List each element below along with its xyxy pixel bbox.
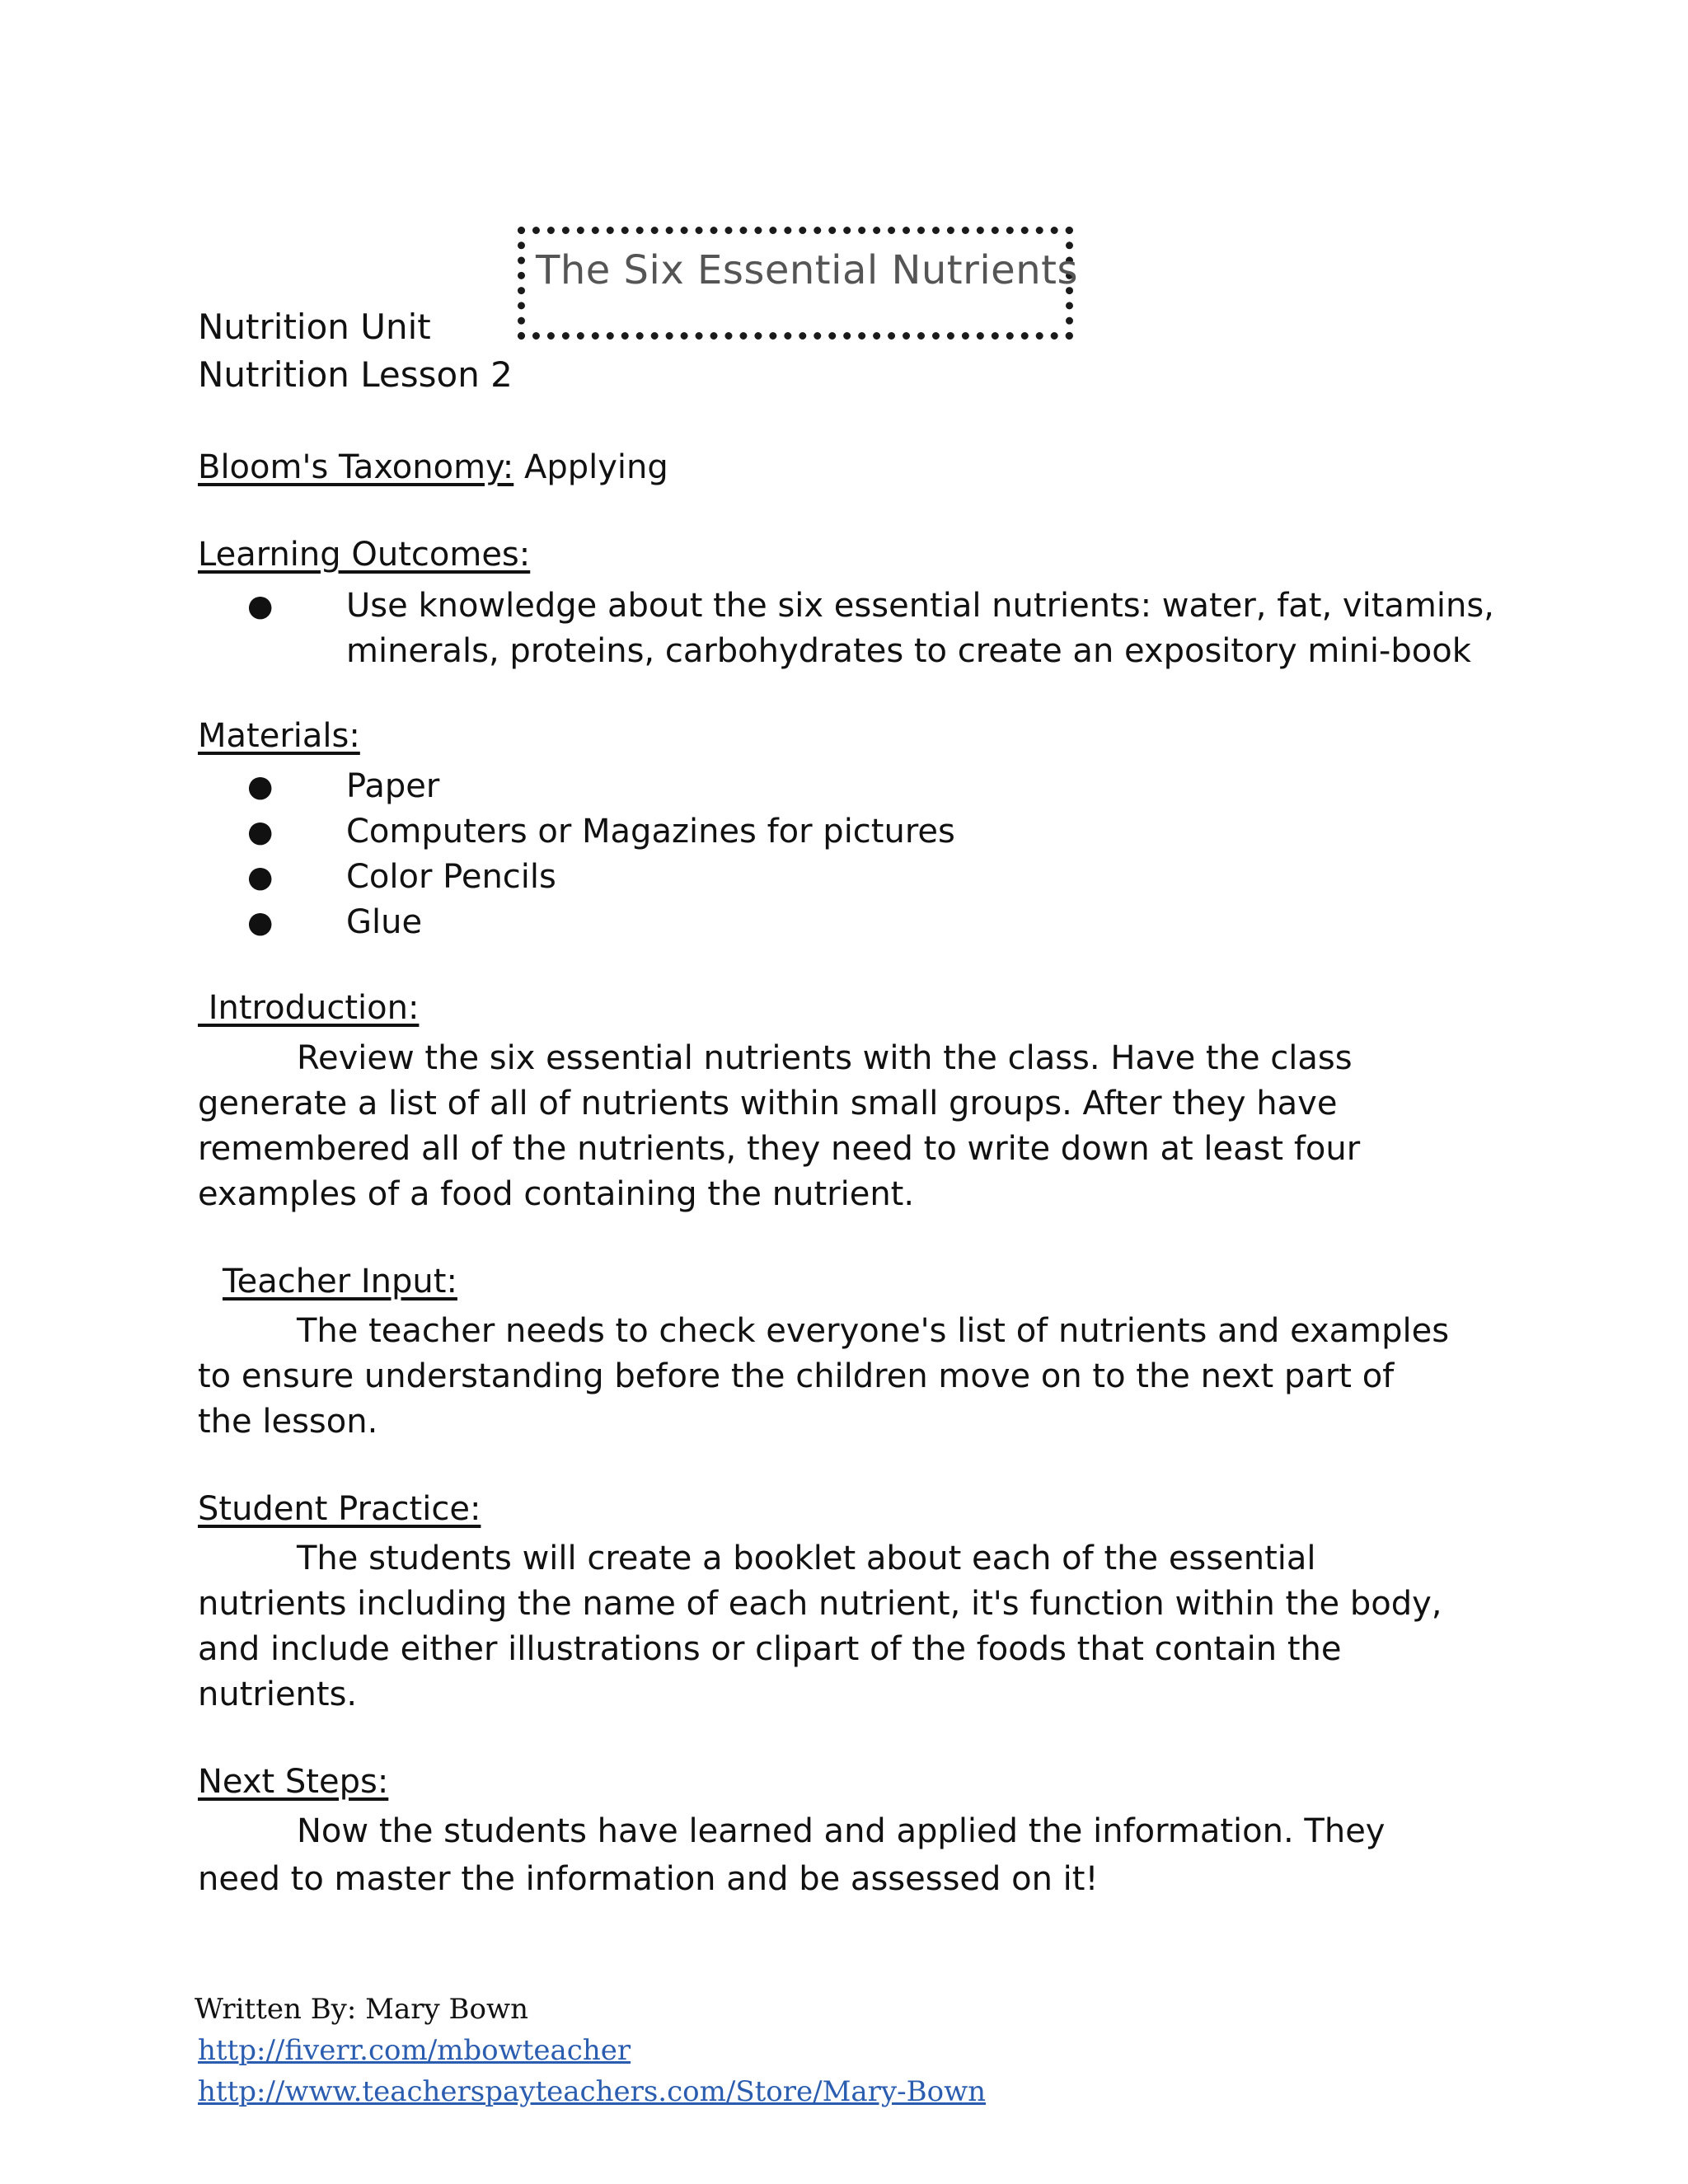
unit-heading: Nutrition Unit (198, 307, 431, 347)
materials-item-text: Computers or Magazines for pictures (346, 813, 955, 851)
bullet-icon: ● (247, 589, 274, 623)
materials-item (247, 764, 1236, 809)
student-practice-line-1: The students will create a booklet about each of the essential (297, 1540, 1316, 1577)
materials-item (247, 809, 1236, 855)
teacher-input-line-3: the lesson. (198, 1403, 378, 1441)
introduction-line-3: remembered all of the nutrients, they need to write down at least four (198, 1130, 1361, 1168)
bullet-icon: ● (247, 860, 274, 894)
student-practice-label: Student Practice: (198, 1490, 481, 1528)
blooms-row (198, 445, 668, 490)
author-credit: Written By: Mary Bown (195, 1993, 528, 2026)
student-practice-line-3: and include either illustrations or clipart of the foods that contain the (198, 1630, 1342, 1668)
learning-outcomes-label: Learning Outcomes: (198, 536, 531, 574)
student-practice-line-4: nutrients. (198, 1675, 358, 1713)
introduction-label: Introduction: (198, 989, 420, 1027)
bullet-icon: ● (247, 906, 274, 940)
materials-label: Materials: (198, 717, 360, 755)
bullet-icon: ● (247, 770, 274, 804)
introduction-line-4: examples of a food containing the nutrient. (198, 1175, 915, 1213)
next-steps-line-1: Now the students have learned and applied the information. They (297, 1812, 1386, 1850)
bullet-icon: ● (247, 815, 274, 849)
fiverr-link[interactable]: http://fiverr.com/mbowteacher (198, 2034, 631, 2067)
materials-item (247, 855, 1236, 900)
materials-item (247, 900, 1236, 945)
teacherspayteachers-link[interactable]: http://www.teacherspayteachers.com/Store/Mary-Bown (198, 2075, 987, 2108)
materials-item-text: Color Pencils (346, 858, 556, 896)
teacher-input-line-1: The teacher needs to check everyone's list of nutrients and examples (297, 1312, 1450, 1350)
learning-outcome-line-2: minerals, proteins, carbohydrates to create an expository mini-book (346, 632, 1471, 670)
lesson-title: The Six Essential Nutrients (536, 247, 1078, 293)
teacher-input-line-2: to ensure understanding before the children move on to the next part of (198, 1357, 1395, 1395)
introduction-line-2: generate a list of all of nutrients within small groups. After they have (198, 1085, 1338, 1122)
teacher-input-label: Teacher Input: (223, 1263, 457, 1301)
materials-item-text: Paper (346, 767, 440, 805)
blooms-label: Bloom's Taxonomy: (198, 448, 514, 486)
blooms-value: Applying (524, 448, 668, 486)
student-practice-line-2: nutrients including the name of each nutrient, it's function within the body, (198, 1585, 1442, 1623)
introduction-line-1: Review the six essential nutrients with the class. Have the class (297, 1039, 1353, 1077)
materials-item-text: Glue (346, 903, 423, 941)
lesson-heading: Nutrition Lesson 2 (198, 354, 513, 395)
learning-outcome-line-1: Use knowledge about the six essential nutrients: water, fat, vitamins, (346, 587, 1494, 625)
learning-outcome-item (247, 583, 1494, 682)
next-steps-label: Next Steps: (198, 1763, 389, 1801)
next-steps-line-2: need to master the information and be assessed on it! (198, 1860, 1099, 1898)
